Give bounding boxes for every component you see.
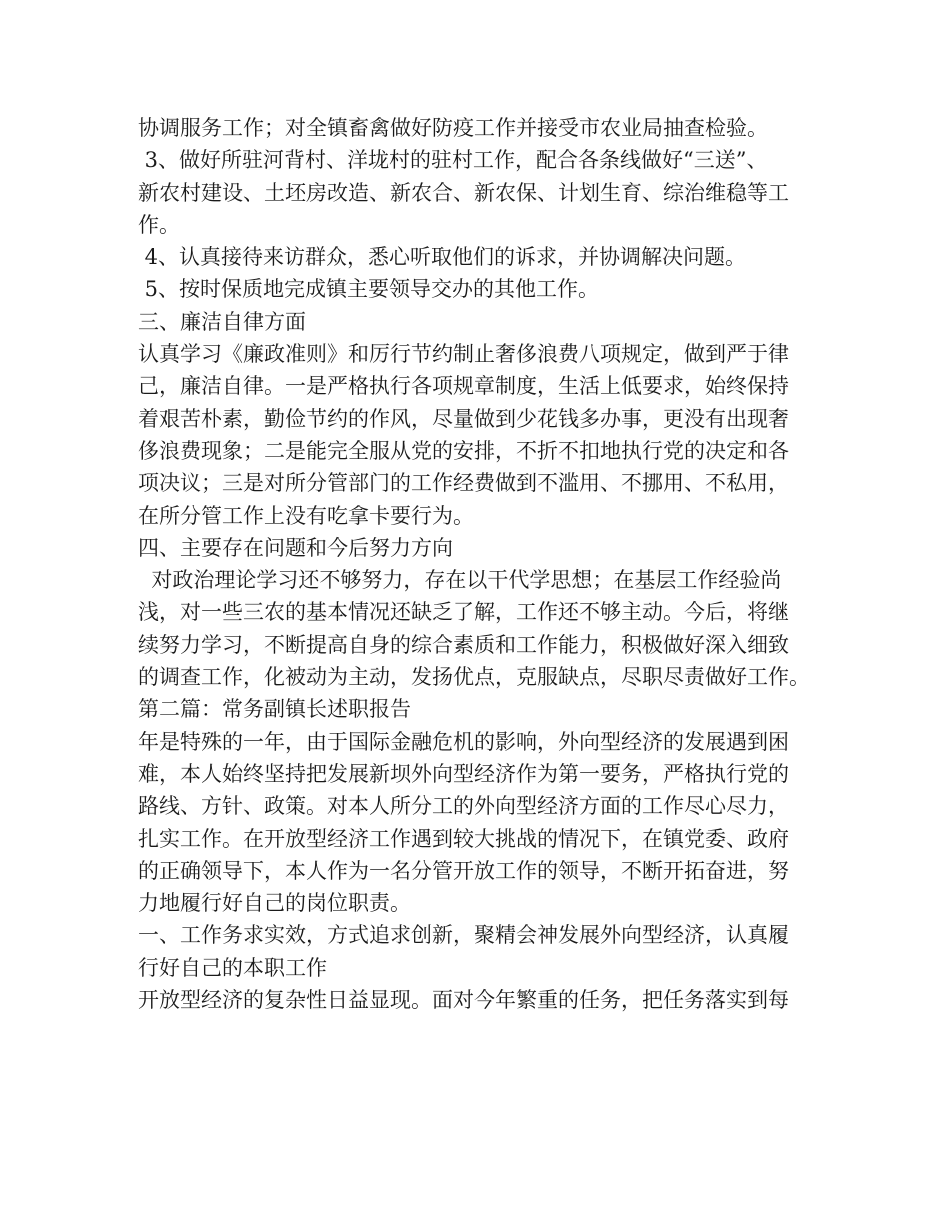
- text-line: 对政治理论学习还不够努力，存在以干代学思想；在基层工作经验尚: [138, 568, 782, 593]
- text-line: 4、认真接待来访群众，悉心听取他们的诉求，并协调解决问题。: [138, 245, 747, 270]
- text-line: 5、按时保质地完成镇主要领导交办的其他工作。: [138, 277, 600, 302]
- text-line: 己，廉洁自律。一是严格执行各项规章制度，生活上低要求，始终保持: [138, 374, 789, 399]
- section-heading: 四、主要存在问题和今后努力方向: [138, 535, 453, 560]
- document-body: [138, 112, 828, 1016]
- text-line: 着艰苦朴素，勤俭节约的作风，尽量做到少花钱多办事，更没有出现奢: [138, 406, 789, 431]
- text-line: 力地履行好自己的岗位职责。: [138, 891, 411, 916]
- text-line: 作。: [138, 212, 180, 237]
- text-line: 新农村建设、土坯房改造、新农合、新农保、计划生育、综治维稳等工: [138, 180, 789, 205]
- text-line: 在所分管工作上没有吃拿卡要行为。: [138, 503, 474, 528]
- text-line: 年是特殊的一年，由于国际金融危机的影响，外向型经济的发展遇到困: [138, 729, 789, 754]
- text-line: 扎实工作。在开放型经济工作遇到较大挑战的情况下，在镇党委、政府: [138, 826, 789, 851]
- text-line: 3、做好所驻河背村、洋垅村的驻村工作，配合各条线做好“三送”、: [138, 148, 768, 173]
- text-line: 项决议；三是对所分管部门的工作经费做到不滥用、不挪用、不私用，: [138, 471, 789, 496]
- text-line: 认真学习《廉政准则》和厉行节约制止奢侈浪费八项规定，做到严于律: [138, 342, 789, 367]
- chapter-heading: 第二篇：常务副镇长述职报告: [138, 697, 411, 722]
- text-line: 侈浪费现象；二是能完全服从党的安排，不折不扣地执行党的决定和各: [138, 438, 789, 463]
- text-line: 路线、方针、政策。对本人所分工的外向型经济方面的工作尽心尽力，: [138, 794, 789, 819]
- text-line: 浅，对一些三农的基本情况还缺乏了解，工作还不够主动。今后，将继: [138, 600, 789, 625]
- text-line: 续努力学习，不断提高自身的综合素质和工作能力，积极做好深入细致: [138, 632, 789, 657]
- text-line: 开放型经济的复杂性日益显现。面对今年繁重的任务，把任务落实到每: [138, 988, 789, 1013]
- section-heading: 三、廉洁自律方面: [138, 309, 306, 334]
- section-heading: 行好自己的本职工作: [138, 955, 327, 980]
- text-line: 的正确领导下，本人作为一名分管开放工作的领导，不断开拓奋进，努: [138, 858, 789, 883]
- text-line: 难，本人始终坚持把发展新坝外向型经济作为第一要务，严格执行党的: [138, 761, 789, 786]
- text-line: 协调服务工作；对全镇畜禽做好防疫工作并接受市农业局抽查检验。: [138, 116, 768, 140]
- section-heading: 一、工作务求实效，方式追求创新，聚精会神发展外向型经济，认真履: [138, 923, 789, 948]
- text-line: 的调查工作，化被动为主动，发扬优点，克服缺点，尽职尽责做好工作。: [138, 665, 810, 690]
